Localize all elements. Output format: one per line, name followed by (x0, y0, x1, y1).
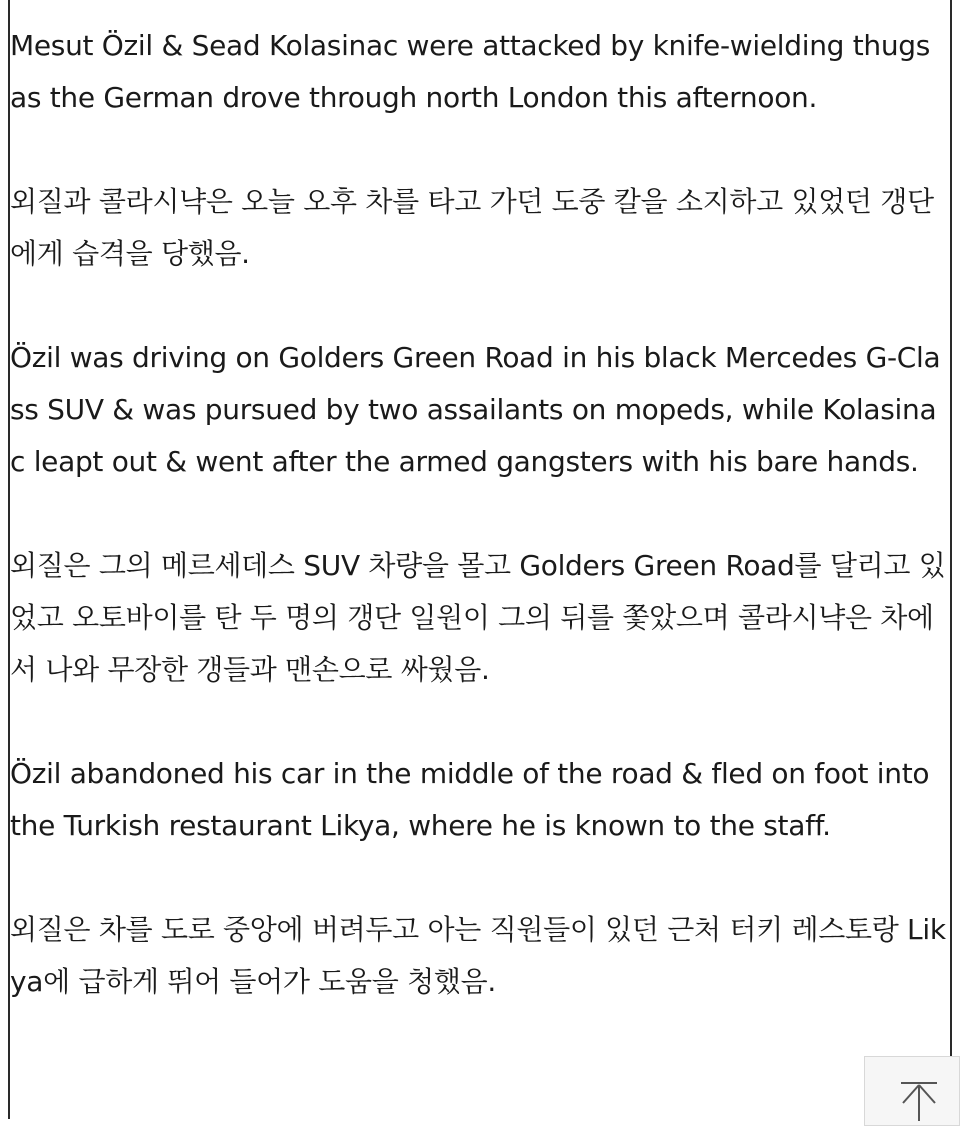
paragraph-ko-3: 외질은 차를 도로 중앙에 버려두고 아는 직원들이 있던 근처 터키 레스토랑 Likya에 급하게 뛰어 들어가 도움을 청했음. (10, 913, 946, 998)
arrow-up-icon (899, 1081, 939, 1121)
paragraph-ko-1: 외질과 콜라시냑은 오늘 오후 차를 타고 가던 도중 칼을 소지하고 있었던 갱단에게 습격을 당했음. (10, 185, 934, 270)
paragraph-ko-2: 외질은 그의 메르세데스 SUV 차량을 몰고 Golders Green Road를 달리고 있었고 오토바이를 탄 두 명의 갱단 일원이 그의 뒤를 쫓았으며 콜라시냑은 차에서 나와 무장한 갱들과 맨손으로 싸웠음. (10, 549, 946, 686)
paragraph-en-2: Özil was driving on Golders Green Road in his black Mercedes G-Class SUV & was pursued by two assailants on mopeds, while Kolasinac leapt out & went after the armed gangsters with his bare hands. (10, 341, 941, 478)
paragraph-en-1: Mesut Özil & Sead Kolasinac were attacked by knife-wielding thugs as the German drove through north London this afternoon. (10, 29, 931, 114)
scroll-to-top-button[interactable] (864, 1056, 960, 1126)
paragraph-en-3: Özil abandoned his car in the middle of the road & fled on foot into the Turkish restaurant Likya, where he is known to the staff. (10, 757, 930, 842)
article-body (10, 20, 948, 1060)
